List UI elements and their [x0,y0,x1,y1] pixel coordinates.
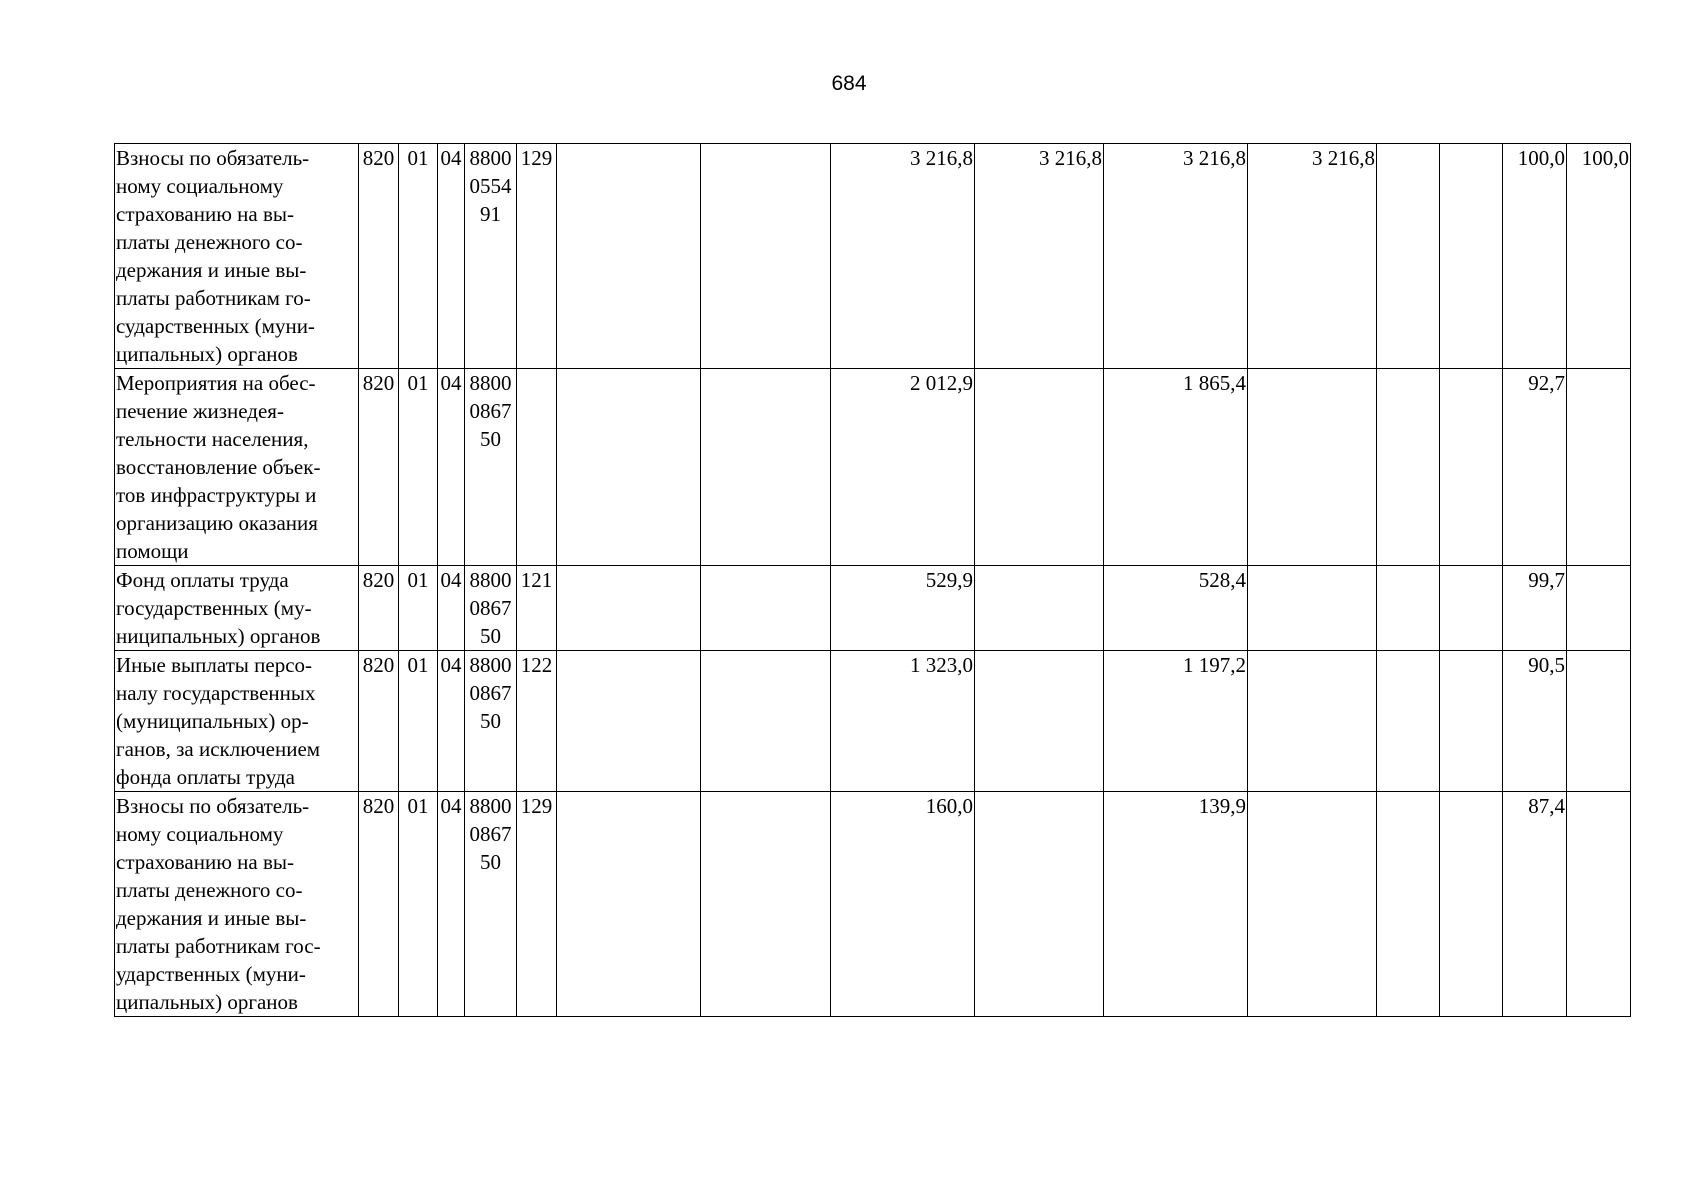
pr-cell: 04 [438,144,465,369]
target-article-part: 8800 [469,794,512,818]
target-article-cell [465,651,517,792]
description-line: налу государственных [116,681,316,705]
percent-cell-2 [1567,566,1631,651]
target-article-part: 50 [480,709,501,733]
value-cell-7 [1377,792,1440,1017]
target-article-cell [465,144,517,369]
value-cell-7 [1377,566,1440,651]
value-cell-7 [1377,369,1440,566]
description-line: платы работникам го- [116,286,311,310]
target-article-cell [465,566,517,651]
target-article-part: 0867 [469,596,512,620]
description-cell [115,369,359,566]
value-cell-1 [557,144,701,369]
description-cell [115,651,359,792]
target-article-part: 8800 [469,653,512,677]
table-row [115,651,1631,792]
percent-cell-2: 100,0 [1567,144,1631,369]
value-cell-7 [1377,144,1440,369]
description-line: организацию оказания [116,511,318,535]
grbs-cell: 820 [359,369,399,566]
description-line: ципальных) органов [116,342,298,366]
value-cell-6 [1248,651,1377,792]
description-line: Иные выплаты персо- [116,653,313,677]
value-cell-2 [701,144,831,369]
description-line: ниципальных) органов [116,624,321,648]
description-line: ударственных (муни- [116,962,306,986]
description-line: страхованию на вы- [116,850,294,874]
description-line: ному социальному [116,174,284,198]
description-cell [115,792,359,1017]
target-article-cell [465,792,517,1017]
percent-cell-2 [1567,792,1631,1017]
percent-cell-2 [1567,369,1631,566]
description-line: платы работникам гос- [116,934,321,958]
page-number: 684 [831,72,867,95]
value-cell-5: 1 197,2 [1104,651,1248,792]
percent-cell-1: 92,7 [1503,369,1567,566]
description-line: Взносы по обязатель- [116,794,310,818]
value-cell-8 [1440,369,1503,566]
target-article-part: 50 [480,427,501,451]
value-cell-6 [1248,566,1377,651]
description-line: страхованию на вы- [116,202,294,226]
description-line: тельности населения, [116,427,309,451]
value-cell-3: 3 216,8 [831,144,975,369]
value-cell-5: 1 865,4 [1104,369,1248,566]
value-cell-1 [557,792,701,1017]
value-cell-2 [701,792,831,1017]
grbs-cell: 820 [359,651,399,792]
description-line: платы денежного со- [116,230,303,254]
percent-cell-1: 87,4 [1503,792,1567,1017]
target-article-part: 8800 [469,146,512,170]
value-cell-5: 528,4 [1104,566,1248,651]
description-line: платы денежного со- [116,878,303,902]
description-line: фонда оплаты труда [116,765,295,789]
target-article-part: 0867 [469,822,512,846]
target-article-part: 91 [480,202,501,226]
expense-type-cell [517,369,557,566]
value-cell-1 [557,566,701,651]
description-line: Мероприятия на обес- [116,371,316,395]
value-cell-4 [975,792,1104,1017]
table-row [115,144,1631,369]
description-line: держания и иные вы- [116,906,307,930]
description-line: тов инфраструктуры и [116,483,317,507]
expense-type-cell: 129 [517,792,557,1017]
value-cell-1 [557,369,701,566]
value-cell-8 [1440,792,1503,1017]
value-cell-6 [1248,792,1377,1017]
description-line: помощи [116,539,189,563]
rz-cell: 01 [399,144,438,369]
value-cell-4 [975,369,1104,566]
expense-type-cell: 122 [517,651,557,792]
budget-table [114,143,1631,1017]
rz-cell: 01 [399,369,438,566]
value-cell-6 [1248,369,1377,566]
target-article-cell [465,369,517,566]
percent-cell-2 [1567,651,1631,792]
description-line: сударственных (муни- [116,314,315,338]
description-line: Взносы по обязатель- [116,146,310,170]
target-article-part: 50 [480,624,501,648]
value-cell-3: 2 012,9 [831,369,975,566]
value-cell-2 [701,566,831,651]
pr-cell: 04 [438,651,465,792]
description-line: ному социальному [116,822,284,846]
pr-cell: 04 [438,566,465,651]
target-article-part: 50 [480,850,501,874]
table-row [115,566,1631,651]
pr-cell: 04 [438,792,465,1017]
description-cell [115,144,359,369]
value-cell-8 [1440,144,1503,369]
value-cell-3: 1 323,0 [831,651,975,792]
target-article-part: 8800 [469,371,512,395]
rz-cell: 01 [399,792,438,1017]
expense-type-cell: 121 [517,566,557,651]
value-cell-2 [701,369,831,566]
grbs-cell: 820 [359,566,399,651]
table-row [115,369,1631,566]
percent-cell-1: 99,7 [1503,566,1567,651]
rz-cell: 01 [399,651,438,792]
target-article-part: 0554 [469,174,512,198]
rz-cell: 01 [399,566,438,651]
description-line: (муниципальных) ор- [116,709,309,733]
table-row [115,792,1631,1017]
value-cell-1 [557,651,701,792]
target-article-part: 0867 [469,399,512,423]
value-cell-6: 3 216,8 [1248,144,1377,369]
value-cell-4 [975,651,1104,792]
target-article-part: 0867 [469,681,512,705]
value-cell-5: 139,9 [1104,792,1248,1017]
value-cell-4: 3 216,8 [975,144,1104,369]
description-line: Фонд оплаты труда [116,568,289,592]
value-cell-3: 529,9 [831,566,975,651]
value-cell-8 [1440,651,1503,792]
target-article-part: 8800 [469,568,512,592]
description-line: восстановление объек- [116,455,321,479]
description-line: государственных (му- [116,596,312,620]
description-cell [115,566,359,651]
value-cell-5: 3 216,8 [1104,144,1248,369]
grbs-cell: 820 [359,144,399,369]
grbs-cell: 820 [359,792,399,1017]
value-cell-7 [1377,651,1440,792]
expense-type-cell: 129 [517,144,557,369]
description-line: ганов, за исключением [116,737,321,761]
description-line: печение жизнедея- [116,399,284,423]
value-cell-8 [1440,566,1503,651]
value-cell-4 [975,566,1104,651]
description-line: ципальных) органов [116,990,298,1014]
value-cell-3: 160,0 [831,792,975,1017]
description-line: держания и иные вы- [116,258,307,282]
value-cell-2 [701,651,831,792]
percent-cell-1: 100,0 [1503,144,1567,369]
percent-cell-1: 90,5 [1503,651,1567,792]
pr-cell: 04 [438,369,465,566]
